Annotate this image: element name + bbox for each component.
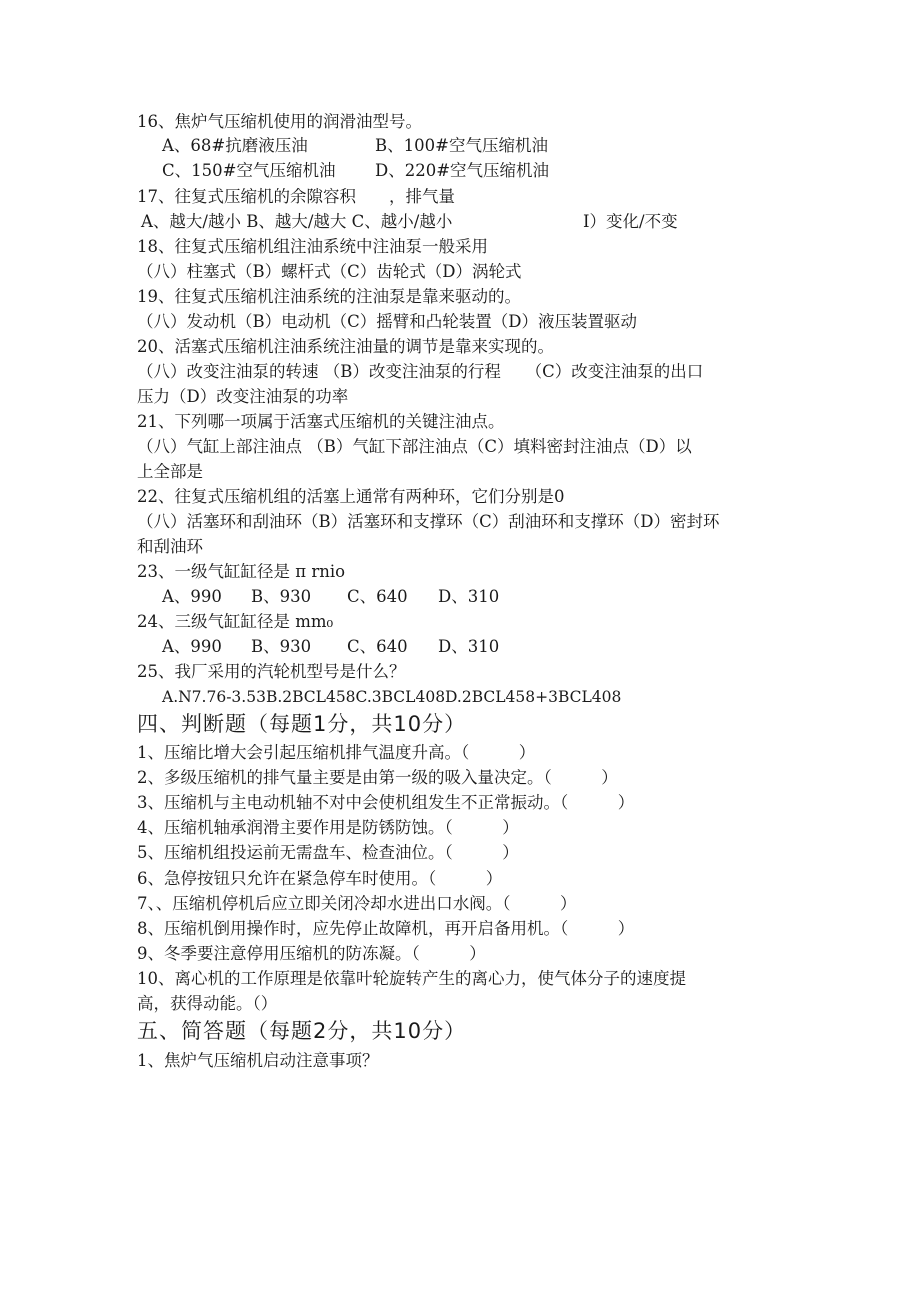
question-23-option-d: D、310 (438, 587, 500, 606)
question-16: 16、焦炉气压缩机使用的润滑油型号。 (137, 112, 422, 131)
question-21-options: （八）气缸上部注油点 （B）气缸下部注油点（C）填料密封注油点（D）以 (137, 437, 692, 456)
question-16-option-a: A、68#抗磨液压油 (162, 136, 308, 155)
question-16-option-b: B、100#空气压缩机油 (375, 136, 548, 155)
question-20-options: （八）改变注油泵的转速 （B）改变注油泵的行程 （C）改变注油泵的出口 (137, 362, 704, 381)
judge-1: 1、压缩比增大会引起压缩机排气温度升高。（ ） (137, 743, 536, 762)
question-23: 23、一级气缸缸径是 π rnio (137, 562, 346, 581)
question-17-options: A、越大/越小 B、越大/越大 C、越小/越小 (141, 212, 453, 231)
question-17-option-d: I）变化/不变 (583, 212, 678, 231)
question-18-options: （八）柱塞式（B）螺杆式（C）齿轮式（D）涡轮式 (137, 262, 522, 281)
question-24-option-d: D、310 (438, 637, 500, 656)
question-19-options: （八）发动机（B）电动机（C）摇臂和凸轮装置（D）液压装置驱动 (137, 312, 637, 331)
question-24-option-a: A、990 (162, 637, 222, 656)
question-23-option-c: C、640 (347, 587, 408, 606)
section-4-heading: 四、判断题（每题1分，共10分） (137, 712, 467, 736)
question-19: 19、往复式压缩机注油系统的注油泵是靠来驱动的。 (137, 287, 521, 306)
question-21-options-cont: 上全部是 (137, 462, 203, 481)
question-24-option-c: C、640 (347, 637, 408, 656)
question-16-option-d: D、220#空气压缩机油 (375, 161, 550, 180)
short-answer-1: 1、焦炉气压缩机启动注意事项？ (137, 1051, 379, 1070)
judge-4: 4、压缩机轴承润滑主要作用是防锈防蚀。（ ） (137, 818, 519, 837)
judge-8: 8、压缩机倒用操作时，应先停止故障机，再开启备用机。（ ） (137, 919, 635, 938)
question-22-options-cont: 和刮油环 (137, 537, 203, 556)
question-24-option-b: B、930 (251, 637, 312, 656)
question-21: 21、下列哪一项属于活塞式压缩机的关键注油点。 (137, 412, 505, 431)
question-20: 20、活塞式压缩机注油系统注油量的调节是靠来实现的。 (137, 337, 554, 356)
judge-3: 3、压缩机与主电动机轴不对中会使机组发生不正常振动。（ ） (137, 793, 635, 812)
question-23-option-a: A、990 (162, 587, 222, 606)
judge-10: 10、离心机的工作原理是依靠叶轮旋转产生的离心力，使气体分子的速度提 (137, 969, 686, 988)
question-22-options: （八）活塞环和刮油环（B）活塞环和支撑环（C）刮油环和支撑环（D）密封环 (137, 512, 720, 531)
question-25: 25、我厂采用的汽轮机型号是什么？ (137, 662, 406, 681)
judge-2: 2、多级压缩机的排气量主要是由第一级的吸入量决定。（ ） (137, 768, 618, 787)
judge-7: 7、、压缩机停机后应立即关闭冷却水进出口水阀。（ ） (137, 894, 577, 913)
judge-5: 5、压缩机组投运前无需盘车、检查油位。（ ） (137, 843, 519, 862)
question-25-options: A.N7.76-3.53B.2BCL458C.3BCL408D.2BCL458+3BCL408 (162, 688, 622, 706)
judge-10-cont: 高，获得动能。（） (137, 994, 278, 1013)
question-16-option-c: C、150#空气压缩机油 (162, 161, 336, 180)
judge-6: 6、急停按钮只允许在紧急停车时使用。（ ） (137, 869, 503, 888)
question-22: 22、往复式压缩机组的活塞上通常有两种环，它们分别是0 (137, 487, 565, 506)
section-5-heading: 五、简答题（每题2分，共10分） (137, 1019, 467, 1043)
question-17: 17、往复式压缩机的余隙容积 ，排气量 (137, 187, 455, 206)
question-18: 18、往复式压缩机组注油系统中注油泵一般采用 (137, 237, 488, 256)
question-20-options-cont: 压力（D）改变注油泵的功率 (137, 387, 349, 406)
question-24: 24、三级气缸缸径是 mm₀ (137, 612, 334, 631)
question-23-option-b: B、930 (251, 587, 312, 606)
judge-9: 9、冬季要注意停用压缩机的防冻凝。（ ） (137, 944, 486, 963)
